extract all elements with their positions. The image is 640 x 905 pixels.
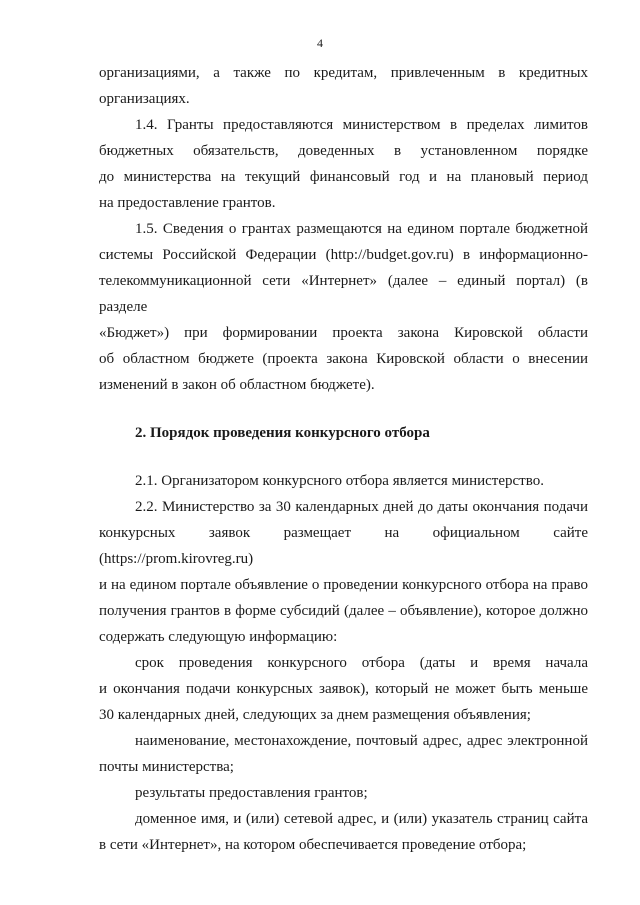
text-line: телекоммуникационной сети «Интернет» (далее – единый портал) (в разделе <box>99 273 588 315</box>
text-line: 2.1. Организатором конкурсного отбора является министерство. <box>135 473 544 489</box>
text-line: срок проведения конкурсного отбора (даты и время начала <box>135 655 588 671</box>
text-line: конкурсных заявок размещает на официальном сайте (https://prom.kirovreg.ru) <box>99 525 588 567</box>
text-line: 1.5. Сведения о грантах размещаются на едином портале бюджетной <box>135 221 588 237</box>
text-line: доменное имя, и (или) сетевой адрес, и (или) указатель страниц сайта <box>135 811 588 827</box>
section-heading: 2. Порядок проведения конкурсного отбора <box>135 425 430 441</box>
text-line: бюджетных обязательств, доведенных в установленном порядке <box>99 143 588 159</box>
text-line: до министерства на текущий финансовый год и на плановый период <box>99 169 588 185</box>
text-line: организациями, а также по кредитам, привлеченным в кредитных <box>99 65 588 81</box>
spacer <box>99 446 588 468</box>
text-line: 1.4. Гранты предоставляются министерством в пределах лимитов <box>135 117 588 133</box>
text-line: почты министерства; <box>99 759 234 775</box>
text-line: получения грантов в форме субсидий (далее – объявление), которое должно <box>99 603 588 619</box>
text-line: результаты предоставления грантов; <box>135 785 368 801</box>
document-body <box>99 60 588 858</box>
text-line: на предоставление грантов. <box>99 195 276 211</box>
spacer <box>99 398 588 420</box>
text-line: в сети «Интернет», на котором обеспечивается проведение отбора; <box>99 837 527 853</box>
text-line: системы Российской Федерации (http://budget.gov.ru) в информационно- <box>99 247 588 263</box>
text-line: об областном бюджете (проекта закона Кировской области о внесении <box>99 351 588 367</box>
text-line: изменений в закон об областном бюджете). <box>99 377 375 393</box>
page-number: 4 <box>317 36 323 50</box>
text-line: наименование, местонахождение, почтовый адрес, адрес электронной <box>135 733 588 749</box>
text-line: организациях. <box>99 91 190 107</box>
text-line: и на едином портале объявление о проведении конкурсного отбора на право <box>99 577 588 593</box>
text-line: 2.2. Министерство за 30 календарных дней до даты окончания подачи <box>135 499 588 515</box>
text-line: «Бюджет») при формировании проекта закона Кировской области <box>99 325 588 341</box>
text-line: содержать следующую информацию: <box>99 629 338 645</box>
text-line: и окончания подачи конкурсных заявок), который не может быть меньше <box>99 681 588 697</box>
text-line: 30 календарных дней, следующих за днем размещения объявления; <box>99 707 531 723</box>
